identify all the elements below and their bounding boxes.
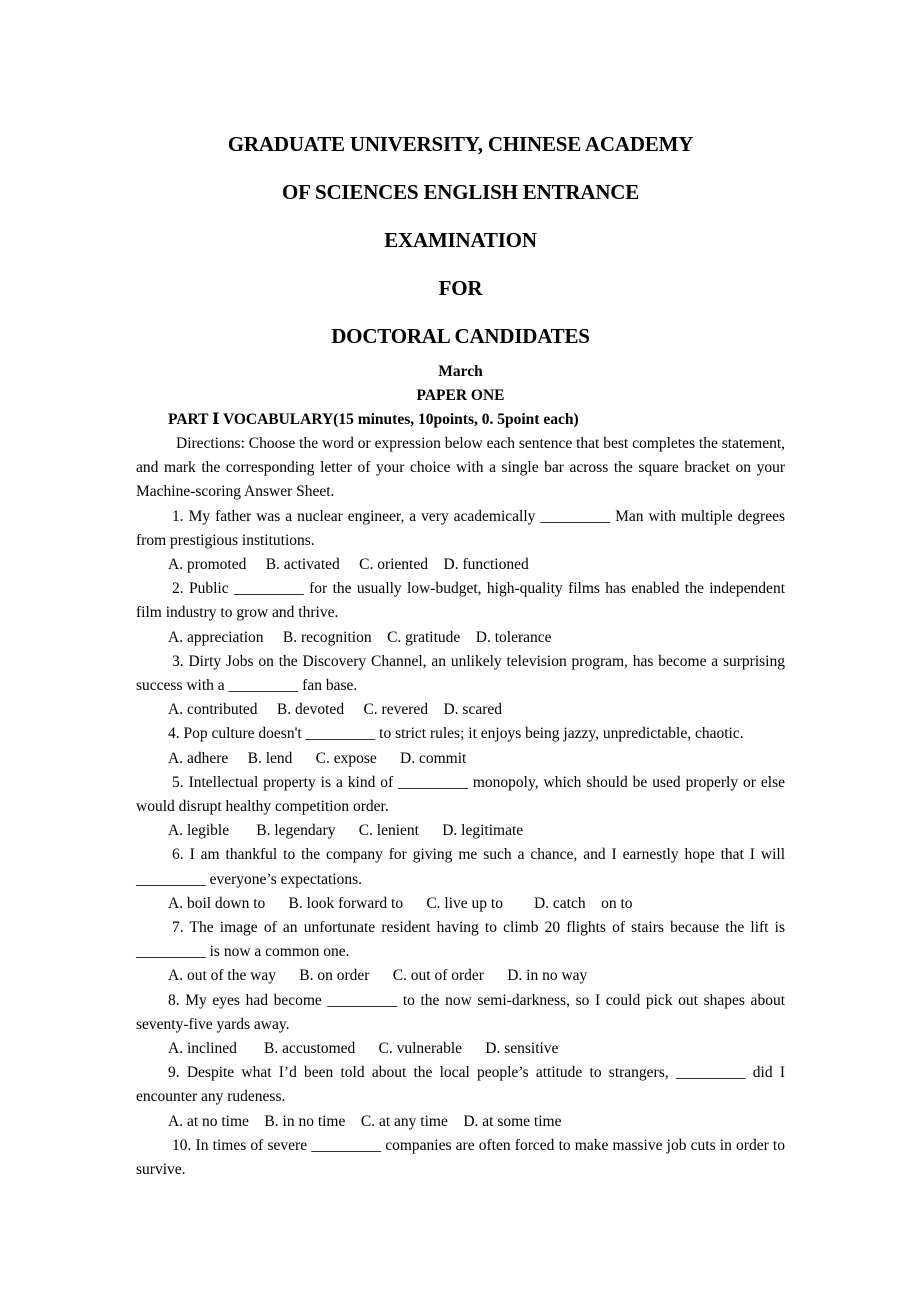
question-5: 5. Intellectual property is a kind of _________ monopoly, which should be used properly or else would disrupt healthy competition order. (136, 773, 785, 816)
question-1-options: A. promoted B. activated C. oriented D. functioned (168, 556, 529, 574)
title-line-2: OF SCIENCES ENGLISH ENTRANCE (281, 180, 640, 204)
question-7-options: A. out of the way B. on order C. out of order D. in no way (168, 967, 588, 985)
question-7: 7. The image of an unfortunate resident having to climb 20 flights of stairs because the lift is _________ is now a common one. (136, 919, 785, 961)
question-5-options: A. legible B. legendary C. lenient D. legitimate (168, 822, 524, 840)
part-heading: PART Ⅰ VOCABULARY(15 minutes, 10points, 0. 5point each) (168, 411, 579, 428)
question-2: 2. Public _________ for the usually low-budget, high-quality films has enabled the independent film industry to grow and thrive. (136, 580, 785, 622)
question-3-options: A. contributed B. devoted C. revered D. scared (168, 701, 503, 719)
directions: Directions: Choose the word or expression below each sentence that best completes the statement, and mark the corresponding letter of your choice with a single bar across the square bracket on your Machine-scoring Answer Sheet. (136, 435, 785, 501)
question-9-options: A. at no time B. in no time C. at any time D. at some time (168, 1112, 562, 1130)
question-6-options: A. boil down to B. look forward to C. live up to D. catch on to (168, 894, 633, 912)
exam-page (136, 120, 785, 1182)
question-9: 9. Despite what I’d been told about the local people’s attitude to strangers, _________ did I encounter any rudeness. (136, 1064, 785, 1106)
question-8: 8. My eyes had become _________ to the now semi-darkness, so I could pick out shapes about seventy-five yards away. (136, 991, 785, 1033)
title-line-4: FOR (438, 276, 483, 300)
title-line-1: GRADUATE UNIVERSITY, CHINESE ACADEMY (227, 132, 694, 156)
question-6: 6. I am thankful to the company for giving me such a chance, and I earnestly hope that I will _________ everyone’s expectations. (136, 846, 785, 888)
question-2-options: A. appreciation B. recognition C. gratitude D. tolerance (168, 628, 552, 646)
paper-label: PAPER ONE (416, 387, 505, 404)
question-3: 3. Dirty Jobs on the Discovery Channel, an unlikely television program, has become a surprising success with a _________ fan base. (136, 652, 785, 695)
exam-date: March (438, 363, 483, 380)
title-line-3: EXAMINATION (384, 228, 537, 252)
question-1: 1. My father was a nuclear engineer, a very academically _________ Man with multiple degrees from prestigious institutions. (136, 507, 785, 549)
question-8-options: A. inclined B. accustomed C. vulnerable D. sensitive (168, 1040, 559, 1058)
question-4: 4. Pop culture doesn't _________ to strict rules; it enjoys being jazzy, unpredictable, chaotic. (168, 725, 744, 743)
question-4-options: A. adhere B. lend C. expose D. commit (168, 749, 467, 767)
question-10: 10. In times of severe _________ companies are often forced to make massive job cuts in order to survive. (136, 1136, 785, 1179)
title-line-5: DOCTORAL CANDIDATES (331, 324, 590, 348)
